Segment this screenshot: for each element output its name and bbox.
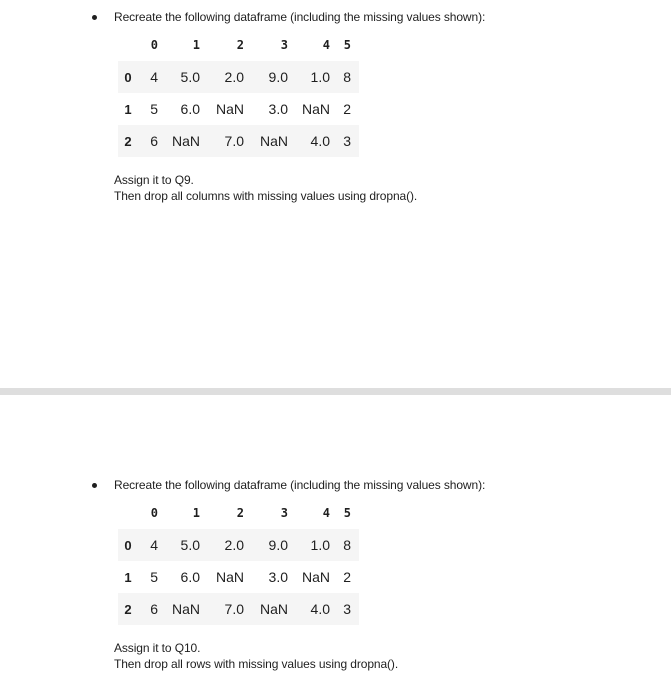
table-cell: 2: [343, 101, 351, 117]
column-header: 1: [192, 506, 200, 520]
table-cell: 2.0: [224, 537, 244, 553]
table-cell: 4: [150, 69, 158, 85]
column-header: 4: [322, 38, 330, 52]
table-cell: 2.0: [224, 69, 244, 85]
table-cell: 9.0: [268, 69, 288, 85]
row-index: 1: [124, 569, 132, 585]
instruction-text: Recreate the following dataframe (including the missing values shown):: [114, 10, 486, 24]
table-row: [118, 593, 359, 625]
table-cell: 3: [343, 133, 351, 149]
table-cell: 4.0: [310, 133, 330, 149]
table-cell: 3.0: [268, 569, 288, 585]
table-cell: 6: [150, 133, 158, 149]
section-divider: [0, 388, 671, 395]
table-cell: 8: [343, 537, 351, 553]
row-index: 2: [124, 601, 132, 617]
table-cell: 5.0: [180, 69, 200, 85]
bullet-icon: [92, 15, 97, 20]
table-row: [118, 125, 359, 157]
table-cell: 3: [343, 601, 351, 617]
column-header: 3: [280, 38, 288, 52]
note-line-assign: Assign it to Q10.: [114, 641, 201, 655]
column-header: 5: [343, 38, 351, 52]
instruction-line: [92, 8, 485, 26]
column-header: 1: [192, 38, 200, 52]
task-note: [114, 172, 417, 204]
note-line-drop: Then drop all rows with missing values using dropna().: [114, 657, 399, 671]
dataframe-table: [118, 29, 359, 157]
table-cell: 3.0: [268, 101, 288, 117]
table-cell: 2: [343, 569, 351, 585]
table-cell: 1.0: [310, 537, 330, 553]
note-line-drop: Then drop all columns with missing values using dropna().: [114, 189, 418, 203]
column-header: 5: [343, 506, 351, 520]
column-header: 0: [150, 506, 158, 520]
column-header: 3: [280, 506, 288, 520]
bullet-icon: [92, 483, 97, 488]
table-cell: NaN: [171, 133, 200, 149]
table-row: [118, 61, 359, 93]
dataframe-table: [118, 497, 359, 625]
table-cell: NaN: [259, 601, 288, 617]
table-row: [118, 93, 359, 125]
column-header: 2: [236, 38, 244, 52]
table-cell: NaN: [215, 101, 244, 117]
table-cell: NaN: [215, 569, 244, 585]
table-row: [118, 561, 359, 593]
table-cell: 5.0: [180, 537, 200, 553]
table-header-row: [118, 29, 359, 61]
table-cell: 7.0: [224, 133, 244, 149]
column-header: 2: [236, 506, 244, 520]
table-cell: 6: [150, 601, 158, 617]
table-cell: 9.0: [268, 537, 288, 553]
row-index: 0: [124, 69, 132, 85]
task-note: [114, 640, 398, 672]
table-cell: 4: [150, 537, 158, 553]
table-cell: 8: [343, 69, 351, 85]
instruction-text: Recreate the following dataframe (including the missing values shown):: [114, 478, 486, 492]
table-cell: 6.0: [180, 569, 200, 585]
table-cell: 7.0: [224, 601, 244, 617]
index-header: [118, 497, 138, 529]
instruction-line: [92, 476, 485, 494]
table-cell: 6.0: [180, 101, 200, 117]
row-index: 1: [124, 101, 132, 117]
table-cell: NaN: [171, 601, 200, 617]
table-cell: NaN: [259, 133, 288, 149]
row-index: 2: [124, 133, 132, 149]
table-cell: 4.0: [310, 601, 330, 617]
table-cell: NaN: [301, 569, 330, 585]
table-cell: 1.0: [310, 69, 330, 85]
table-row: [118, 529, 359, 561]
index-header: [118, 29, 138, 61]
table-cell: 5: [150, 569, 158, 585]
note-line-assign: Assign it to Q9.: [114, 173, 194, 187]
table-cell: 5: [150, 101, 158, 117]
row-index: 0: [124, 537, 132, 553]
table-cell: NaN: [301, 101, 330, 117]
column-header: 4: [322, 506, 330, 520]
column-header: 0: [150, 38, 158, 52]
table-header-row: [118, 497, 359, 529]
